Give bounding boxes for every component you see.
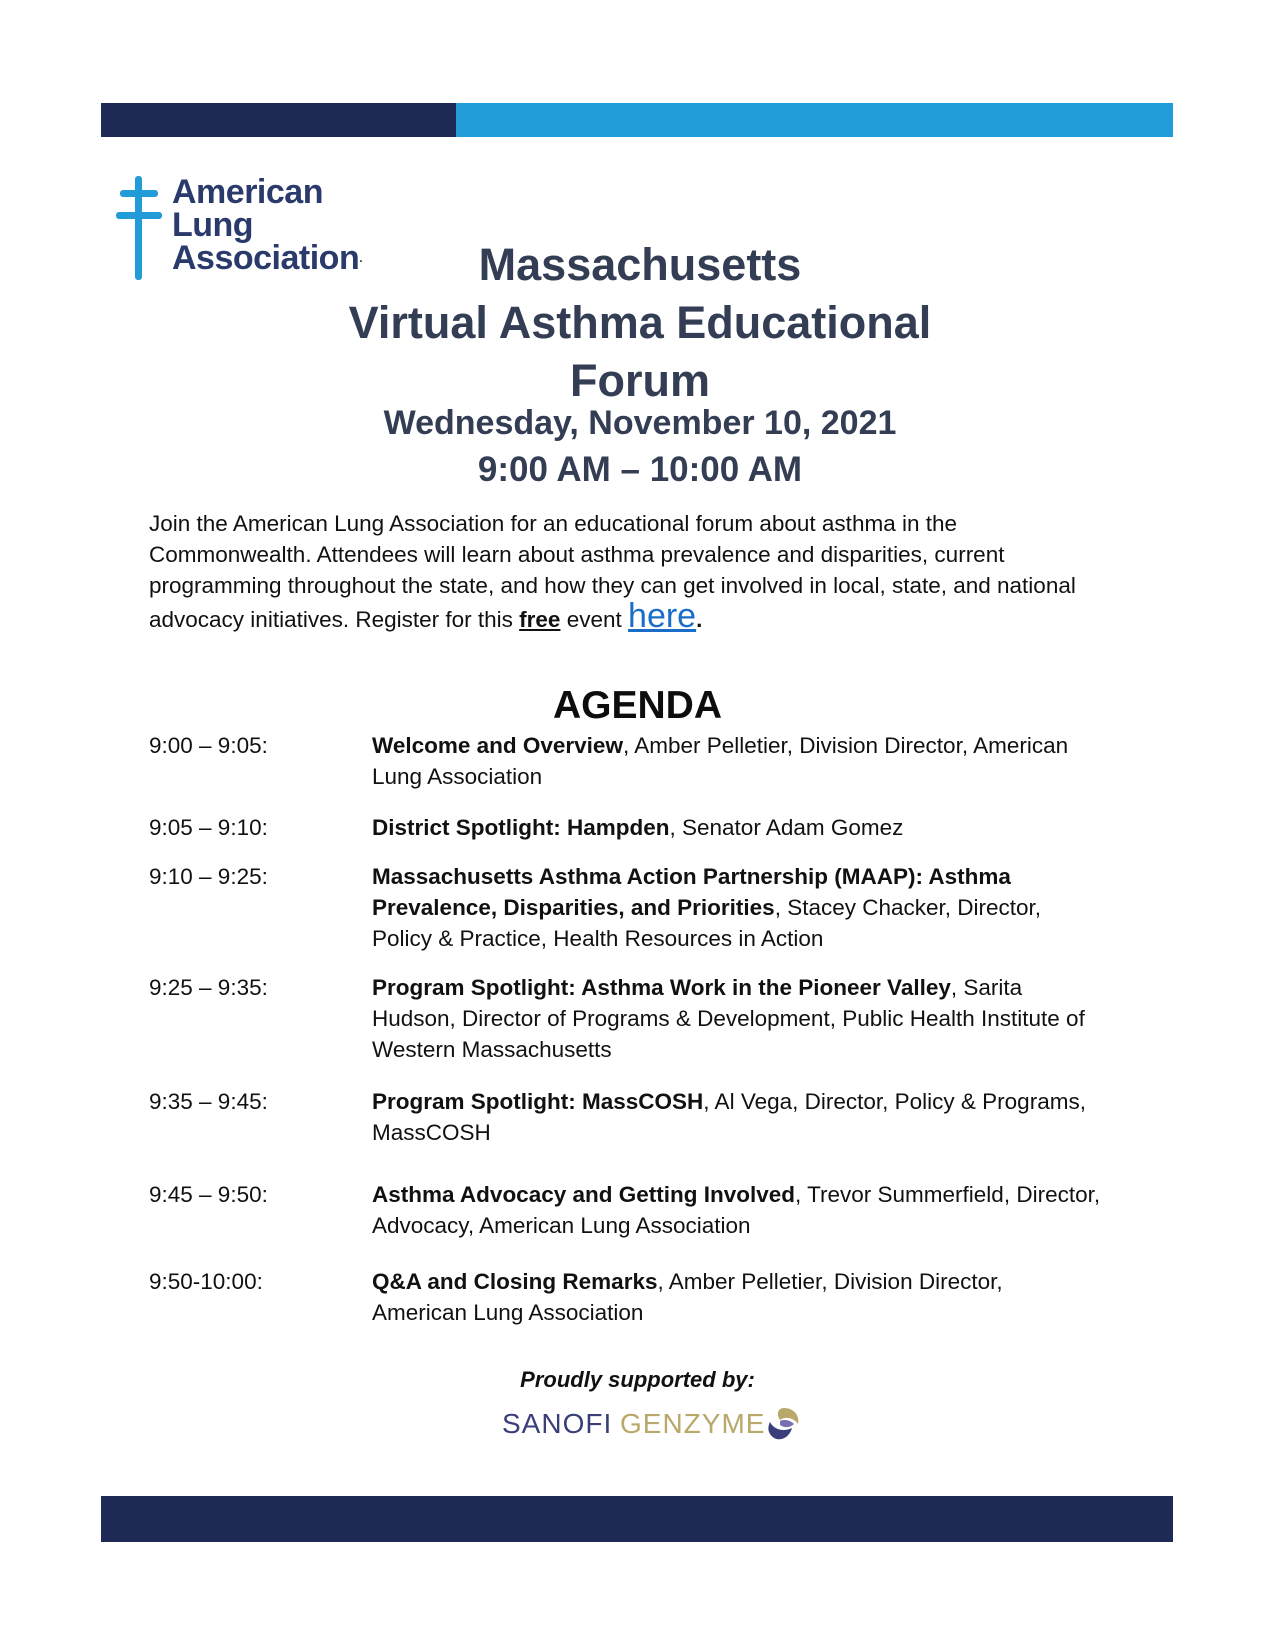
agenda-description <box>372 812 1102 843</box>
sponsor-name-part2: GENZYME <box>620 1408 766 1439</box>
intro-text: Join the American Lung Association for an educational forum about asthma in the Commonwealth. Attendees will learn about asthma prevalence and disparities, current programming throughout the state, and how they can get involved in local, state, and national advocacy initiatives. Register for this <box>149 511 1076 632</box>
agenda-description <box>372 972 1102 1065</box>
bottom-accent-bar <box>101 1496 1173 1542</box>
agenda-heading: AGENDA <box>552 684 722 727</box>
cross-of-lorraine-icon <box>116 176 164 280</box>
event-date: Wednesday, November 10, 2021 <box>383 404 897 442</box>
title-line-3: Forum <box>570 355 710 406</box>
agenda-time: 9:05 – 9:10: <box>149 815 268 840</box>
logo-line-1: American <box>172 173 323 211</box>
logo-line-3-text: Association <box>172 239 360 277</box>
agenda-time: 9:25 – 9:35: <box>149 975 268 1000</box>
agenda-title: Asthma Advocacy and Getting Involved <box>372 1182 796 1207</box>
free-label: free <box>519 607 561 632</box>
sanofi-genzyme-logo <box>502 1400 822 1450</box>
agenda-title: Massachusetts Asthma Action Partnership (MAAP): Asthma Prevalence, Disparities, and Priorities <box>372 864 1011 920</box>
agenda-description <box>372 1266 1102 1328</box>
agenda-title: Q&A and Closing Remarks <box>372 1269 658 1294</box>
agenda-description <box>372 1179 1102 1241</box>
logo-line-2: Lung <box>172 206 254 244</box>
intro-paragraph <box>149 508 1109 635</box>
title-line-2: Virtual Asthma Educational <box>348 297 932 348</box>
page-title <box>260 236 1020 410</box>
title-line-1: Massachusetts <box>478 239 802 290</box>
agenda-time: 9:10 – 9:25: <box>149 864 268 889</box>
agenda-title: District Spotlight: Hampden <box>372 815 670 840</box>
agenda-description <box>372 730 1102 792</box>
agenda-speaker: , Amber Pelletier, Division Director, American Lung Association <box>372 1269 1003 1325</box>
agenda-description <box>372 1086 1102 1148</box>
supported-by-label: Proudly supported by: <box>520 1367 755 1392</box>
agenda-speaker: , Al Vega, Director, Policy & Programs, MassCOSH <box>372 1089 1086 1145</box>
agenda-title: Program Spotlight: Asthma Work in the Pioneer Valley <box>372 975 951 1000</box>
agenda-time: 9:45 – 9:50: <box>149 1182 268 1207</box>
agenda-speaker: , Stacey Chacker, Director, Policy & Practice, Health Resources in Action <box>372 895 1042 951</box>
register-link[interactable]: here <box>628 597 697 635</box>
agenda-speaker: , Amber Pelletier, Division Director, American Lung Association <box>372 733 1069 789</box>
agenda-time: 9:50-10:00: <box>149 1269 263 1294</box>
event-time: 9:00 AM – 10:00 AM <box>477 450 803 489</box>
agenda-speaker: , Trevor Summerfield, Director, Advocacy, American Lung Association <box>372 1182 1101 1238</box>
agenda-time: 9:35 – 9:45: <box>149 1089 268 1114</box>
agenda-time: 9:00 – 9:05: <box>149 733 268 758</box>
event-word: event <box>566 607 622 632</box>
top-accent-bar-blue <box>456 103 1173 137</box>
intro-period: . <box>696 607 703 632</box>
agenda-speaker: , Senator Adam Gomez <box>669 815 904 840</box>
agenda-title: Program Spotlight: MassCOSH <box>372 1089 704 1114</box>
sanofi-swirl-icon <box>764 1404 804 1444</box>
agenda-speaker: , Sarita Hudson, Director of Programs & Development, Public Health Institute of Western Massachusetts <box>372 975 1085 1062</box>
logo-mark: . <box>359 251 363 265</box>
top-accent-bar-navy <box>101 103 456 137</box>
sponsor-name-part1: SANOFI <box>502 1408 613 1439</box>
agenda-description <box>372 861 1102 954</box>
agenda-title: Welcome and Overview <box>372 733 623 758</box>
